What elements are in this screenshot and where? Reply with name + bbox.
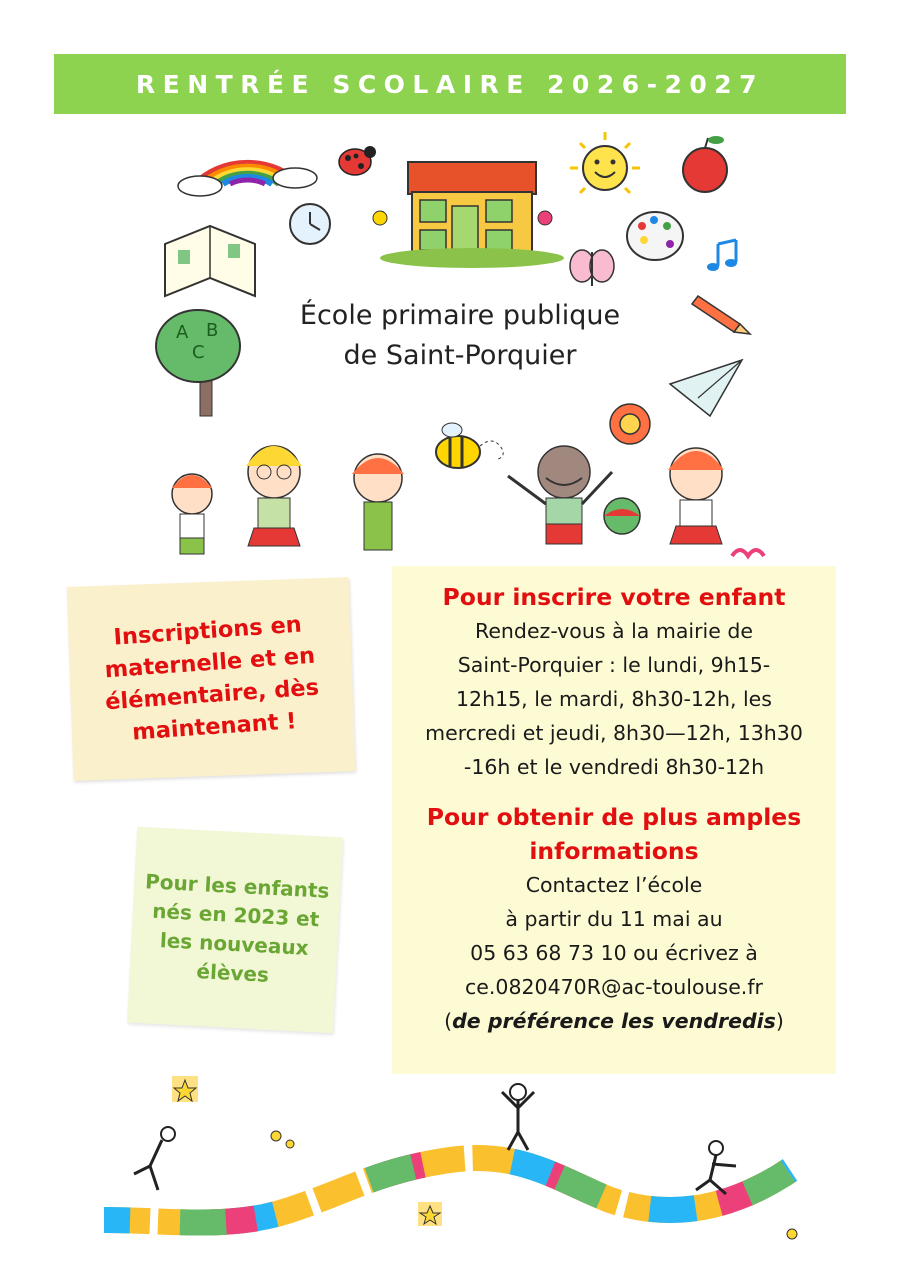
- ladybug-icon: [339, 146, 376, 175]
- school-name-line2: de Saint-Porquier: [343, 340, 577, 371]
- abc-tree-icon: [156, 310, 240, 416]
- child-icon: [246, 446, 302, 546]
- butterfly-icon: [570, 250, 614, 286]
- banner-title: RENTRÉE SCOLAIRE 2026-2027: [135, 69, 765, 99]
- contact-line: Contactez l’école: [525, 873, 703, 897]
- registration-note: [67, 577, 356, 781]
- clock-icon: [290, 204, 330, 244]
- svg-text:B: B: [206, 320, 219, 341]
- child-icon: [668, 448, 724, 544]
- paren-open: (: [444, 1009, 453, 1033]
- paren-close: ): [775, 1009, 784, 1033]
- school-name-line1: École primaire publique: [299, 300, 621, 331]
- enrollment-heading: Pour inscrire votre enfant: [442, 583, 786, 611]
- preference-note: [392, 1004, 836, 1038]
- eligibility-note-text: Pour les enfants nés en 2023 et les nouveaux élèves: [144, 869, 331, 987]
- contact-email[interactable]: ce.0820470R@ac-toulouse.fr: [465, 975, 763, 999]
- footer-illustration: [90, 1070, 810, 1250]
- child-icon: [172, 474, 212, 554]
- contact-line: à partir du 11 mai au: [505, 907, 723, 931]
- svg-text:A: A: [176, 322, 189, 343]
- enrollment-line: -16h et le vendredi 8h30-12h: [463, 755, 765, 779]
- enrollment-line: 12h15, le mardi, 8h30-12h, les: [456, 687, 772, 711]
- svg-text:C: C: [192, 342, 205, 363]
- school-name: [250, 296, 670, 376]
- contact-phone-line: 05 63 68 73 10 ou écrivez à: [470, 941, 758, 965]
- enrollment-line: Saint-Porquier : le lundi, 9h15-: [457, 653, 771, 677]
- worm-icon: [732, 550, 764, 556]
- palette-icon: [627, 212, 683, 260]
- music-note-icon: [707, 240, 737, 271]
- rainbow-icon: [178, 163, 317, 196]
- rainbow-path: [104, 1158, 790, 1222]
- star-icon: [172, 1076, 198, 1102]
- sun-icon: [570, 132, 640, 193]
- header-banner: [54, 54, 846, 114]
- stick-figure-icon: [134, 1127, 175, 1190]
- flower-icon: [610, 404, 650, 444]
- apple-icon: [683, 136, 727, 192]
- contact-heading-line1: Pour obtenir de plus amples: [426, 803, 802, 831]
- star-icon: [418, 1202, 442, 1226]
- contact-heading-line2: informations: [529, 837, 699, 865]
- child-icon: [352, 454, 404, 550]
- stick-figure-icon: [696, 1141, 736, 1194]
- stick-figure-icon: [502, 1084, 534, 1150]
- enrollment-line: mercredi et jeudi, 8h30—12h, 13h30: [425, 721, 803, 745]
- enrollment-line: Rendez-vous à la mairie de: [475, 619, 753, 643]
- book-icon: [165, 226, 255, 296]
- house-icon: [373, 162, 564, 268]
- preference-text: de préférence les vendredis: [452, 1009, 776, 1033]
- ball-icon: [604, 498, 640, 534]
- bee-icon: [436, 423, 503, 468]
- pencil-icon: [692, 296, 750, 334]
- eligibility-note: [127, 827, 343, 1034]
- registration-note-text: Inscriptions en maternelle et en élémentaire, dès maintenant !: [103, 611, 320, 746]
- info-box: [392, 566, 836, 1074]
- child-icon: [508, 446, 612, 544]
- paper-plane-icon: [670, 360, 742, 416]
